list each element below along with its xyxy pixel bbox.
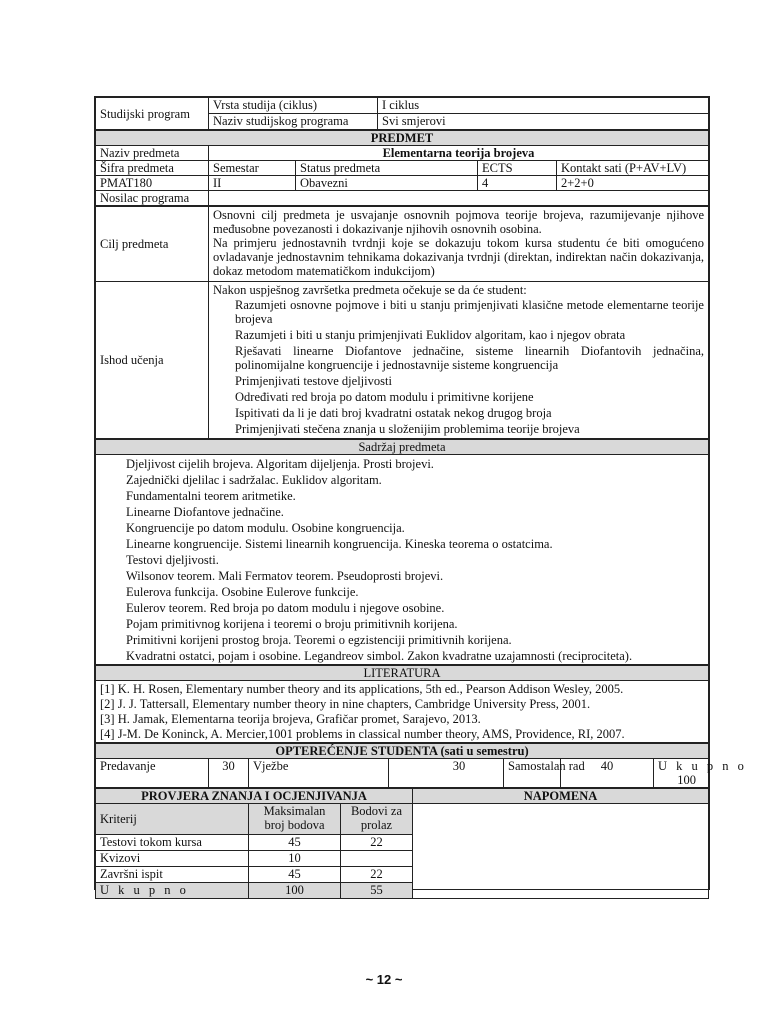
sifra-label: Šifra predmeta: [96, 161, 209, 176]
naziv-predmeta-label: Naziv predmeta: [96, 146, 209, 161]
literatura-title: LITERATURA: [96, 666, 709, 681]
ishod-label: Ishod učenja: [96, 282, 209, 439]
cilj-ishod-table: [95, 206, 709, 439]
ects-value: 4: [478, 176, 557, 191]
naziv-programa-label: Naziv studijskog programa: [209, 114, 378, 130]
ukupno-value-cell: [654, 759, 747, 788]
kriterij-prolaz: 55: [341, 883, 413, 899]
ukupno-value: 100: [677, 773, 696, 787]
cilj-label: Cilj predmeta: [96, 207, 209, 282]
ishod-item: Ispitivati da li je dati broj kvadratni ostatak nekog drugog broja: [235, 406, 552, 420]
ishod-intro: Nakon uspješnog završetka predmeta očekuje se da će student:: [213, 283, 527, 297]
bodovi-prolaz-header: Bodovi za prolaz: [341, 804, 413, 835]
sadrzaj-item: Linearne kongruencije. Sistemi linearnih kongruencija. Kineska teorema o ostatcima.: [126, 537, 553, 551]
literatura-item: [4] J-M. De Koninck, A. Mercier,1001 problems in classical number theory, AMS, Providence, RI, 2007.: [100, 727, 625, 741]
opterecenje-title: OPTEREĆENJE STUDENTA (sati u semestru): [96, 744, 709, 759]
sadrzaj-item: Linearne Diofantove jednačine.: [126, 505, 284, 519]
sadrzaj-item: Kvadratni ostatci, pojam i osobine. Legandreov simbol. Zakon kvadratne uzajamnosti (reciprociteta).: [126, 649, 633, 663]
ishod-item: Primjenjivati testove djeljivosti: [235, 374, 392, 388]
nosilac-label: Nosilac programa: [96, 191, 209, 206]
vjezbe-label: Vježbe: [249, 759, 389, 788]
vrsta-studija-value: I ciklus: [378, 98, 709, 114]
kriterij-name: Testovi tokom kursa: [96, 835, 249, 851]
page-number: ~ 12 ~: [365, 972, 403, 987]
literatura-item: [3] H. Jamak, Elementarna teorija brojeva, Grafičar promet, Sarajevo, 2013.: [100, 712, 481, 726]
status-label: Status predmeta: [296, 161, 478, 176]
ishod-item: Primjenjivati stečena znanja u složenijim problemima teorije brojeva: [235, 422, 580, 436]
kriterij-max: 45: [249, 867, 341, 883]
vrsta-studija-label: Vrsta studija (ciklus): [209, 98, 378, 114]
sadrzaj-item: Eulerova funkcija. Osobine Eulerove funkcije.: [126, 585, 359, 599]
kriterij-prolaz: 22: [341, 835, 413, 851]
sadrzaj-title: Sadržaj predmeta: [96, 440, 709, 455]
nosilac-value: [209, 191, 709, 206]
sadrzaj-item: Testovi djeljivosti.: [126, 553, 219, 567]
predavanje-label: Predavanje: [96, 759, 209, 788]
samostalan-value: 40: [561, 759, 654, 788]
kriterij-prolaz: 22: [341, 867, 413, 883]
sadrzaj-item: Fundamentalni teorem aritmetike.: [126, 489, 296, 503]
ukupno-label: U k u p n o: [658, 759, 747, 773]
vjezbe-value: 30: [389, 759, 504, 788]
ishod-item: Rješavati linearne Diofantove jednačine, sisteme linearnih Diofantovih jednačina, polinomijalne kongruencije i jednostavnije sisteme kongruencija: [235, 344, 704, 372]
ects-label: ECTS: [478, 161, 557, 176]
sadrzaj-item: Zajednički djelilac i sadržalac. Euklidov algoritam.: [126, 473, 382, 487]
status-value: Obavezni: [296, 176, 478, 191]
kriterij-max: 100: [249, 883, 341, 899]
cilj-paragraph-1: Osnovni cilj predmeta je usvajanje osnovnih pojmova teorije brojeva, razumijevanje njihove međusobne povezanosti i dokazivanje njihovih osnovnih osobina.: [213, 208, 704, 236]
sadrzaj-item: Pojam primitivnog korijena i teoremi o broju primitivnih korijena.: [126, 617, 458, 631]
program-table: [95, 97, 709, 130]
kriterij-name: Kvizovi: [96, 851, 249, 867]
samostalan-label: Samostalan rad: [504, 759, 561, 788]
sadrzaj-item: Wilsonov teorem. Mali Fermatov teorem. Pseudoprosti brojevi.: [126, 569, 444, 583]
predmet-table: [95, 130, 709, 206]
semestar-value: II: [209, 176, 296, 191]
sadrzaj-item: Kongruencije po datom modulu. Osobine kongruencija.: [126, 521, 405, 535]
ishod-item: Razumjeti i biti u stanju primjenjivati Euklidov algoritam, kao i njegov obrata: [235, 328, 626, 342]
sadrzaj-item: Primitivni korijeni prostog broja. Teoremi o egzistenciji primitivnih korijena.: [126, 633, 512, 647]
sadrzaj-table: [95, 439, 709, 665]
opterecenje-table: [95, 743, 747, 788]
literatura-table: [95, 665, 709, 743]
provjera-napomena-table: [95, 788, 709, 899]
naziv-programa-value: Svi smjerovi: [378, 114, 709, 130]
sadrzaj-item: Eulerov teorem. Red broja po datom modulu i njegove osobine.: [126, 601, 445, 615]
predmet-section-title: PREDMET: [96, 131, 709, 146]
sifra-value: PMAT180: [96, 176, 209, 191]
provjera-title: PROVJERA ZNANJA I OCJENJIVANJA: [96, 789, 413, 804]
kriterij-name: Završni ispit: [96, 867, 249, 883]
kriterij-max: 45: [249, 835, 341, 851]
kontakt-value: 2+2+0: [557, 176, 709, 191]
kriterij-prolaz: [341, 851, 413, 867]
semestar-label: Semestar: [209, 161, 296, 176]
kriterij-max: 10: [249, 851, 341, 867]
literatura-item: [1] K. H. Rosen, Elementary number theory and its applications, 5th ed., Pearson Addison Wesley, 2005.: [100, 682, 624, 696]
kontakt-label: Kontakt sati (P+AV+LV): [557, 161, 709, 176]
max-bodova-header: Maksimalan broj bodova: [249, 804, 341, 835]
cilj-paragraph-2: Na primjeru jednostavnih tvrdnji koje se dokazuju tokom kursa studentu će biti omogućeno ovladavanje jednostavnim tehnikama dokazivanja tvrdnji (direktan, indirektan način dokazivanja, dokaz metodom matematičkom indukcijom): [213, 236, 704, 278]
kriterij-name: U k u p n o: [96, 883, 249, 899]
studijski-program-label: Studijski program: [96, 98, 209, 130]
sadrzaj-item: Djeljivost cijelih brojeva. Algoritam dijeljenja. Prosti brojevi.: [126, 457, 434, 471]
ishod-item: Određivati red broja po datom modulu i primitivne korijene: [235, 390, 534, 404]
course-syllabus-form: [94, 96, 747, 897]
predavanje-value: 30: [209, 759, 249, 788]
ishod-item: Razumjeti osnovne pojmove i biti u stanju primjenjivati klasične metode elementarne teorije brojeva: [235, 298, 704, 326]
napomena-title: NAPOMENA: [413, 789, 709, 804]
kriterij-header: Kriterij: [96, 804, 249, 835]
naziv-predmeta-value: Elementarna teorija brojeva: [209, 146, 709, 161]
napomena-body: [413, 804, 709, 899]
literatura-item: [2] J. J. Tattersall, Elementary number theory in nine chapters, Cambridge University Press, 2001.: [100, 697, 591, 711]
